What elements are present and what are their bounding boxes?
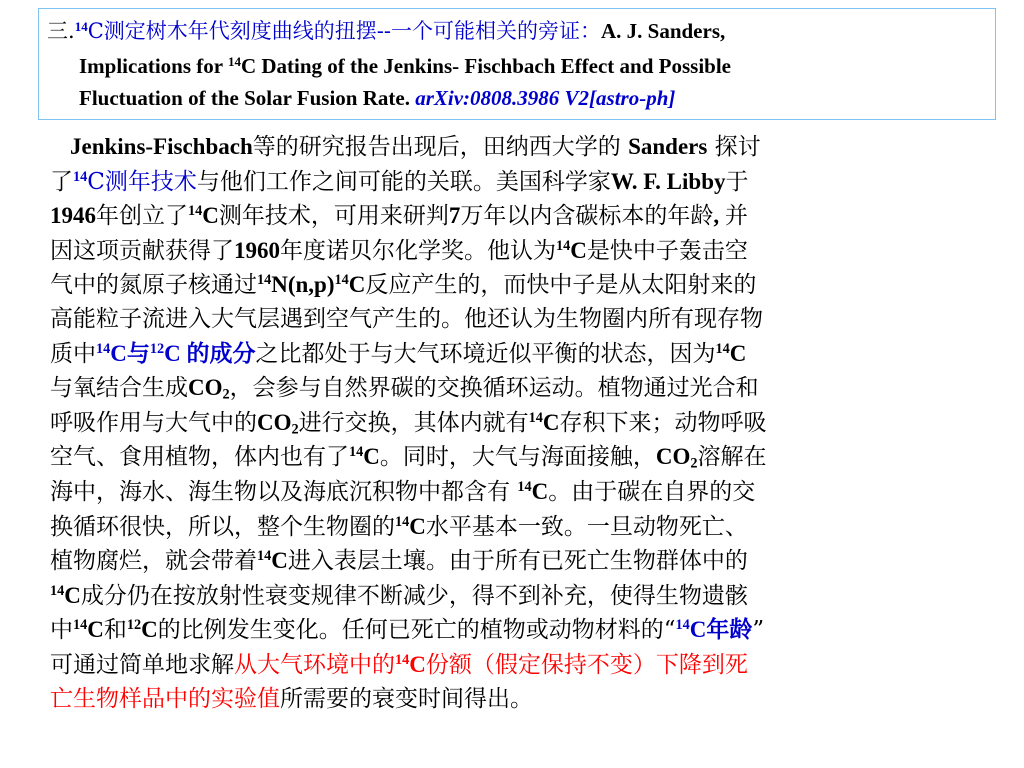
highlight-blue: C年龄 (689, 617, 753, 643)
body-line: 因这项贡献获得了1960年度诺贝尔化学奖。他认为$^{14}$C是快中子轰击空 (50, 237, 748, 264)
body-line: 植物腐烂，就会带着$^{14}$C进入表层土壤。由于所有已死亡生物群体中的 (50, 548, 748, 575)
highlight-red: 份额（假定保持不变）下降到死 (425, 651, 748, 678)
highlight-red: 从大气环境中的 (234, 651, 395, 678)
highlight-blue: C 的成分 (164, 340, 256, 366)
body-line: 了$^{14}$C测年技术与他们工作之间可能的关联。美国科学家W. F. Libby于 (50, 168, 749, 195)
arxiv-reference: arXiv:0808.3986 V2[astro-ph] (415, 86, 676, 110)
body-line: 高能粒子流进入大气层遇到空气产生的。他还认为生物圈内所有现存物 (50, 305, 763, 332)
title-superscript: 14 (74, 18, 88, 34)
body-line: 换循环很快，所以，整个生物圈的$^{14}$C水平基本一致。一旦动物死亡、 (50, 513, 748, 540)
highlight-red: 亡生物样品中的实验值 (50, 685, 280, 712)
body-line: $^{14}$C成分仍在按放射性衰变规律不断减少，得不到补充，使得生物遗骸 (50, 582, 748, 609)
title-line-1 (47, 15, 725, 45)
body-line: 可通过简单地求解从大气环境中的$^{14}$C份额（假定保持不变）下降到死 (50, 651, 748, 678)
section-number: 三. (47, 19, 75, 43)
body-line: 质中$^{14}$C与$^{12}$C 的成分之比都处于与大气环境近似平衡的状态，因为$^{14}$C (50, 340, 747, 367)
body-line: 与氧结合生成$CO_2$，会参与自然界碳的交换循环运动。植物通过光合和 (50, 375, 759, 403)
highlight-blue: C与 (110, 340, 150, 366)
body-line: 气中的氮原子核通过$^{14}N(n,p)^{14}C$反应产生的，而快中子是从太阳射来的 (50, 272, 757, 299)
citation-author: A. J. Sanders, (600, 19, 726, 43)
section-title: C测定树木年代刻度曲线的扭摆--一个可能相关的旁证： (87, 19, 601, 43)
body-line: 1946年创立了$^{14}$C测年技术，可用来研判7万年以内含碳标本的年龄, 并 (50, 203, 748, 230)
body-line: Jenkins-Fischbach等的研究报告出现后，田纳西大学的 Sanders 探讨 (70, 134, 761, 160)
title-line-3: Fluctuation of the Solar Fusion Rate. arXiv:0808.3986 V2[astro-ph] (79, 86, 676, 110)
body-line: 呼吸作用与大气中的$CO_2$进行交换，其体内就有$^{14}$C存积下来；动物呼吸 (50, 409, 767, 438)
highlight-blue: C测年技术 (87, 168, 197, 195)
main-paragraph (50, 130, 1010, 716)
citation-box (38, 8, 996, 120)
body-line: 空气、食用植物，体内也有了$^{14}$C。同时，大气与海面接触，$CO_2$溶解在 (50, 444, 767, 472)
body-line: 亡生物样品中的实验值所需要的衰变时间得出。 (50, 685, 533, 712)
body-line: 中$^{14}$C和$^{12}$C的比例发生变化。任何已死亡的植物或动物材料的“$^{14}$C年龄” (50, 617, 765, 644)
title-line-2: Implications for $^{14}$C Dating of the Jenkins- Fischbach Effect and Possible (79, 53, 731, 78)
body-line: 海中，海水、海生物以及海底沉积物中都含有 $^{14}$C。由于碳在自界的交 (50, 478, 756, 505)
